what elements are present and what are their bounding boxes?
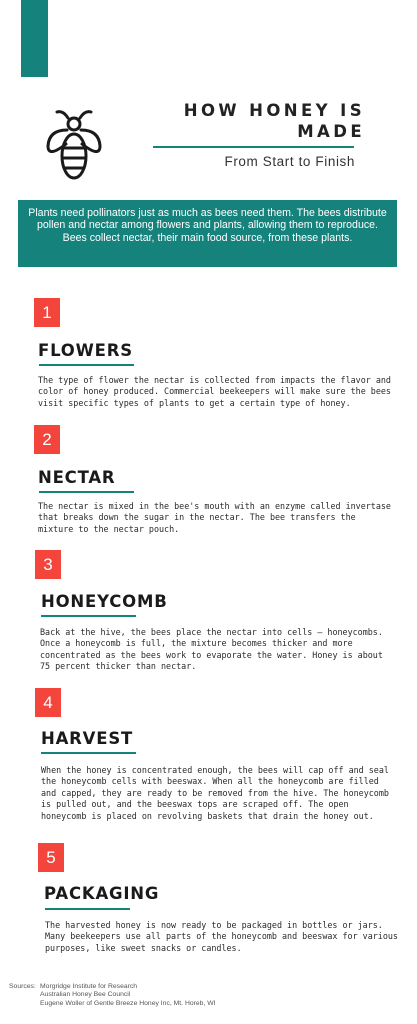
- step-2-divider: [39, 491, 134, 493]
- step-4-number-badge: 4: [35, 688, 61, 717]
- intro-banner: [18, 200, 397, 267]
- page-title: [150, 100, 365, 142]
- sources-list: [40, 983, 216, 1008]
- step-3-divider: [41, 615, 136, 617]
- top-accent-bar: [21, 0, 48, 77]
- step-4-title: HARVEST: [41, 729, 134, 748]
- step-3-title: HONEYCOMB: [41, 592, 168, 611]
- intro-text: Plants need pollinators just as much as bees need them. The bees distribute pollen and nectar among flowers and plants, allowing them to reproduce. Bees collect nectar, their main food source, from these plants.: [28, 207, 387, 244]
- step-5-divider: [45, 908, 130, 910]
- step-5-title: PACKAGING: [44, 884, 160, 903]
- step-5-body: The harvested honey is now ready to be packaged in bottles or jars. Many beekeepers use all parts of the honeycomb and beeswax for various purposes, like sweet snacks or candles.: [45, 920, 398, 953]
- bee-icon: [44, 108, 104, 188]
- source-item: Australian Honey Bee Council: [40, 991, 131, 999]
- step-1-body: The type of flower the nectar is collected from impacts the flavor and color of honey produced. Commercial beekeepers will make sure the bees visit specific types of plants to get a certain type of honey.: [38, 375, 391, 408]
- page-subtitle: From Start to Finish: [224, 154, 355, 169]
- step-1-divider: [39, 364, 134, 366]
- step-2-body: The nectar is mixed in the bee's mouth with an enzyme called invertase that breaks down the sugar in the nectar. The bee transfers the mixture to the nectar pouch.: [38, 501, 391, 534]
- step-1-title: FLOWERS: [38, 341, 133, 360]
- step-3-body: Back at the hive, the bees place the nectar into cells — honeycombs. Once a honeycomb is full, the mixture becomes thicker and more concentrated as the bees work to evaporate the water. Honey is about 75 percent thicker than nectar.: [40, 627, 383, 672]
- step-2-number-badge: 2: [34, 425, 60, 454]
- step-3-number-badge: 3: [35, 550, 61, 579]
- source-item: Morgridge Institute for Research: [40, 983, 138, 990]
- title-line-1: HOW HONEY IS: [183, 101, 365, 120]
- source-item: Eugene Woller of Gentle Breeze Honey Inc, Mt. Horeb, WI: [40, 999, 216, 1007]
- title-line-2: MADE: [297, 122, 365, 141]
- step-4-divider: [41, 752, 136, 754]
- step-2-title: NECTAR: [38, 468, 116, 487]
- title-divider: [153, 146, 354, 148]
- step-1-number-badge: 1: [34, 298, 60, 327]
- step-5-number-badge: 5: [38, 843, 64, 872]
- step-4-body: When the honey is concentrated enough, the bees will cap off and seal the honeycomb cells with beeswax. When all the honeycomb are filled and capped, they are ready to be removed from the hive. The honeycomb is pulled out, and the beeswax tops are scraped off. The open honeycomb is placed on revolving baskets that drain the honey out.: [41, 765, 389, 821]
- sources-label: Sources:: [9, 983, 36, 990]
